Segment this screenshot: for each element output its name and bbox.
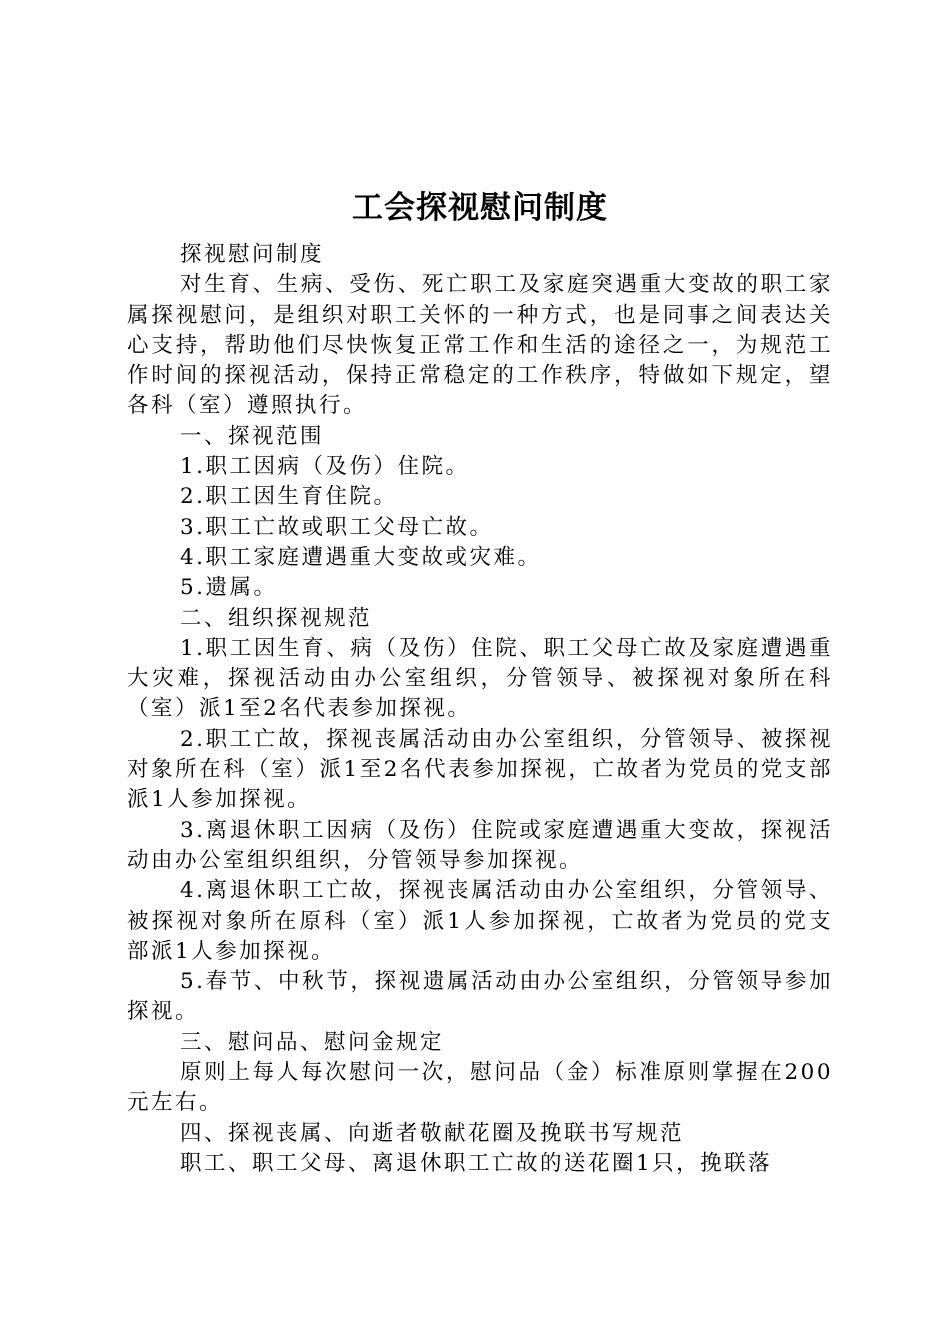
organization-item-3: 3.离退休职工因病（及伤）住院或家庭遭遇重大变故，探视活动由办公室组织组织，分管领导参加探视。	[127, 817, 833, 873]
document-page	[127, 180, 833, 1179]
intro-paragraph: 对生育、生病、受伤、死亡职工及家庭突遇重大变故的职工家属探视慰问，是组织对职工关怀的一种方式，也是同事之间表达关心支持，帮助他们尽快恢复正常工作和生活的途径之一，为规范工作时间的探视活动，保持正常稳定的工作秩序，特做如下规定，望各科（室）遵照执行。	[127, 272, 833, 419]
organization-item-4: 4.离退休职工亡故，探视丧属活动由办公室组织，分管领导、被探视对象所在原科（室）派1人参加探视，亡故者为党员的党支部派1人参加探视。	[127, 878, 833, 964]
organization-item-2: 2.职工亡故，探视丧属活动由办公室组织，分管领导、被探视对象所在科（室）派1至2名代表参加探视，亡故者为党员的党支部派1人参加探视。	[127, 726, 833, 813]
section-heading-organization: 二、组织探视规范	[180, 605, 373, 631]
scope-item-2: 2.职工因生育住院。	[180, 484, 398, 510]
scope-item-4: 4.职工家庭遭遇重大变故或灾难。	[180, 544, 542, 570]
gifts-paragraph: 原则上每人每次慰问一次，慰问品（金）标准原则掌握在200元左右。	[127, 1060, 833, 1116]
scope-item-5: 5.遗属。	[180, 575, 278, 601]
document-title: 工会探视慰问制度	[352, 190, 608, 226]
section-heading-scope: 一、探视范围	[180, 423, 325, 449]
scope-item-1: 1.职工因病（及伤）住院。	[180, 454, 470, 480]
organization-item-1: 1.职工因生育、病（及伤）住院、职工父母亡故及家庭遭遇重大灾难，探视活动由办公室组织，分管领导、被探视对象所在科（室）派1至2名代表参加探视。	[127, 635, 833, 722]
scope-item-3: 3.职工亡故或职工父母亡故。	[180, 514, 494, 540]
funeral-paragraph: 职工、职工父母、离退休职工亡故的送花圈1只，挽联落	[180, 1150, 773, 1176]
subtitle-paragraph: 探视慰问制度	[180, 242, 325, 267]
organization-item-5: 5.春节、中秋节，探视遗属活动由办公室组织，分管领导参加探视。	[127, 969, 833, 1025]
section-heading-gifts: 三、慰问品、慰问金规定	[180, 1029, 445, 1055]
section-heading-funeral: 四、探视丧属、向逝者敬献花圈及挽联书写规范	[180, 1120, 685, 1146]
